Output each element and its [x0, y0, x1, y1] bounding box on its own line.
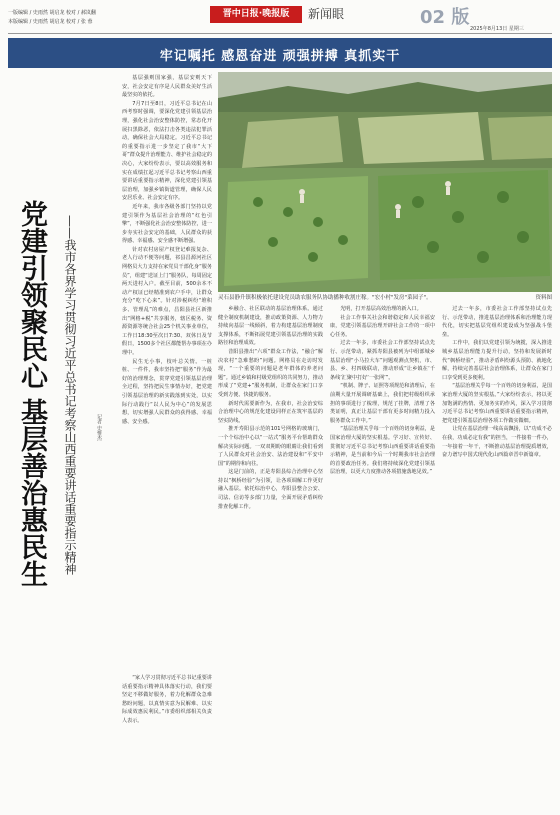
- paragraph: “基层治理关乎每一个百姓的切身利益，是国家治理大厦的坚实根基。学习好、宣传好、贯彻好习近平总书记考察山西重要讲话重要指示精神，是当前和今后一个时期我市社会治理的首要政治任务。我们将持续深化党建引领基层治理，以更大力度推动各项措施落地见效。”: [330, 426, 435, 476]
- headline: [8, 200, 56, 800]
- paragraph: 7月7日至8日，习近平总书记在山西考察时强调，要深化党建引领基层治理，强化社会治安整体防控，常态化开展扫黑除恶，依法打击各类违法犯罪活动，确保社会大局稳定。习近平总书记的重要指示进一步坚定了我市“大下哥”群众提升治理能力、维护社会稳定的决心，大家纷纷表示，要以高效服务和实在成绩扛起习近平总书记考察山西重要讲话重要指示精神，深化党建引领基层治理，加强乡镇街道管理，确保人民安居乐业、社会安定有序。: [122, 100, 212, 202]
- banner-text: 牢记嘱托 感恩奋进 顽强拼搏 真抓实干: [159, 49, 401, 64]
- slogan-banner: [8, 38, 552, 68]
- article-column-1b: [122, 674, 212, 810]
- field-photo: [218, 72, 552, 292]
- editors-line-1: 一版编辑 / 史雨然 胡启龙 校对 / 郝岚翻: [8, 10, 96, 16]
- article-column-4: [442, 305, 552, 810]
- article-column-3: [330, 305, 435, 810]
- editors-line-2: 本版编辑 / 史雨然 胡启龙 校对 / 张 蓉: [8, 19, 93, 25]
- photo-caption: [218, 294, 552, 303]
- paragraph: “家人学习贯彻习近平总书记重要讲话重要指示精神具体落实行动，我们要坚定不移做好服务，着力化解群众急难愁盼问题，以真情实意为民解难、以实际成效惠民利民。”市委组织部相关负责人表示。: [122, 675, 212, 724]
- paragraph: 过去一年多，市委社会工作部坚持试点先行、示范带动，紧抓寿阳县被列为中组部城乡基层治理“小马拉大车”问题观测点契机，市、县、乡、村四级联动，推动形成“让乡镇在‘千条线’汇聚中打好‘一张网’”。: [330, 340, 435, 381]
- paragraph: 工作中，我们以党建引领为统揽，深入推进城乡基层治理能力提升行动，坚持和发展新时代“枫桥经验”，推动矛盾纠纷源头预防、就地化解，持续完善基层社会治理体系，让群众在家门口享受到更多便利。: [442, 340, 552, 381]
- paragraph: “机制、牌子、证照等项规范和清理后，在前期大量开展调研基础上，我们把村级组织承担的事项进行了梳理，规范了挂牌，清理了各类证明，真正让基层干部有更多时间精力投入服务群众工作中。”: [330, 383, 435, 424]
- paragraph: 针对农村房屋产权登记难报复杂、老人行动不便等问题，祁县昌源河社区网格员大力支持在家党员干部化身“服务员”，组建“送证上门”服务队，每周固定两天进村入户。截至目前，500余本不动产权证已经精准到农户手中，让群众充分“吃下心来”。针对涉税纠纷“堆积多、管理乱”的难点，昌阳县社区新推出“网格+税”共享服务，辖区税务、资源资源等统合社会25个机关事业单位，工作日18:30至次日7:30、双休日及节假日，1500多个社区都能帮办事项在办理中。: [122, 246, 212, 356]
- subheadline-text: ——我市各界学习贯彻习近平总书记考察山西重要讲话重要指示精神: [63, 215, 77, 575]
- paragraph: 推开寿阳县示范的101号网格的玻璃门，一个个综治中心以“一站式”服务平台帮助群众解决实际问题。一双双期盼的眼睛让我们看到了人民群众对社会治安、法治建设和“平安中国”的期待和向往。: [218, 426, 323, 467]
- article-column-1: [122, 74, 212, 674]
- section-name: 新闻眼: [308, 7, 345, 21]
- photo-credit: 资料图: [535, 295, 552, 301]
- paragraph: 社会工作事关社会和谐稳定和人民幸福安康，党建引领基层治理开辟社会工作的一项中心任务。: [330, 314, 435, 338]
- newspaper-logo: 晋中日报·晚报版: [210, 6, 302, 23]
- caption-text: 灵石县静升镇积极依托建设党员助农服务队协助播种收割庄稼。"宏小村"发房"菜园子"。: [218, 295, 432, 301]
- paragraph: “基层治理关乎每一个百姓的切身利益，是国家治理大厦的坚实根基。”大家纷纷表示，将以更加饱满的热情、更加务实的作风，深入学习贯彻习近平总书记考察山西重要讲话重要指示精神，把党建引领基层治理各项工作做实做细。: [442, 383, 552, 424]
- headline-text: 党建引领聚民心 基层善治惠民生: [16, 200, 47, 588]
- paragraph: 让党在基层治理一线高高飘扬，以“功成不必在我，功成必定有我”的担当，一件接着一件办，一年接着一年干，不断推动基层治理提质增效，奋力谱写中国式现代化山西篇章晋中新篇章。: [442, 426, 552, 459]
- editor-credits: [8, 9, 96, 27]
- byline: 记者 史惟杰: [96, 414, 102, 441]
- paragraph: 这是门前的，正是寿阳县综合治理中心坚持以“枫桥经验”为引领，让各项调解工作更好融入基层。依托综治中心，寿阳县整合公安、司法、信访等多部门力量，全面开展矛盾纠纷排查化解工作。: [218, 469, 323, 510]
- paragraph: 近年来，我市各级各部门坚持以党建引领作为基层社会治理的“红色引擎”，不断强化社会治安整体防控，进一步夯实社会安定的基础，人民群众的获得感、幸福感、安全感不断增强。: [122, 203, 212, 245]
- subheadline: [62, 215, 80, 775]
- paragraph: 昔阳县推出“六项”群众工作法，“融合”解决农村“急难愁盼”问题。网格员在走访时发现，“一个重要的问题是老年群体的养老问题”。通过乡镇和村级党组织的共同努力，推动形成了“党建+”服务机制，让群众在家门口享受到方便、快捷的服务。: [218, 348, 323, 398]
- paragraph: 过去一年多，市委社会工作部坚持试点先行、示范带动，推进基层治理体系和治理能力现代化，切实把基层党组织建设成为坚强战斗堡垒。: [442, 306, 552, 338]
- article-column-2: [218, 305, 323, 810]
- page-number: 02 版: [420, 7, 470, 28]
- paragraph: 基层强则国家强，基层安则天下安，社会安定有序是人民群众美好生活最坚实的依托。: [122, 75, 212, 99]
- paragraph: 民生无小事，枝叶总关情。一桩桩、一件件，我市坚持把“服务”作为最好的治理理念，贯穿党建引领基层治理全过程，坚持把民生事情办好，把党建引领基层治理的新实践落到实处，以实际行动践行“以人民为中心”的发展思想，切实增强人民群众的获得感、幸福感、安全感。: [122, 358, 212, 425]
- paragraph: 乡融合、社区联动的基层治理体系。通过健全制度机制建设，推动政策资源、人力物力持续向基层一线倾斜，着力构建基层治理制度支撑体系，不断拓展党建引领基层治理的实践路径和治理成效。: [218, 306, 323, 347]
- issue-date: 2025年8月13日 星期三: [470, 26, 524, 32]
- paragraph: 光明，打开基层高效治理的新入口。: [340, 306, 422, 312]
- header-divider: [8, 33, 552, 34]
- paragraph: 新时代需要新作为，在我市，社会治安综合治理中心的规范化建设同样正在筑牢基层的坚实防线。: [218, 400, 323, 424]
